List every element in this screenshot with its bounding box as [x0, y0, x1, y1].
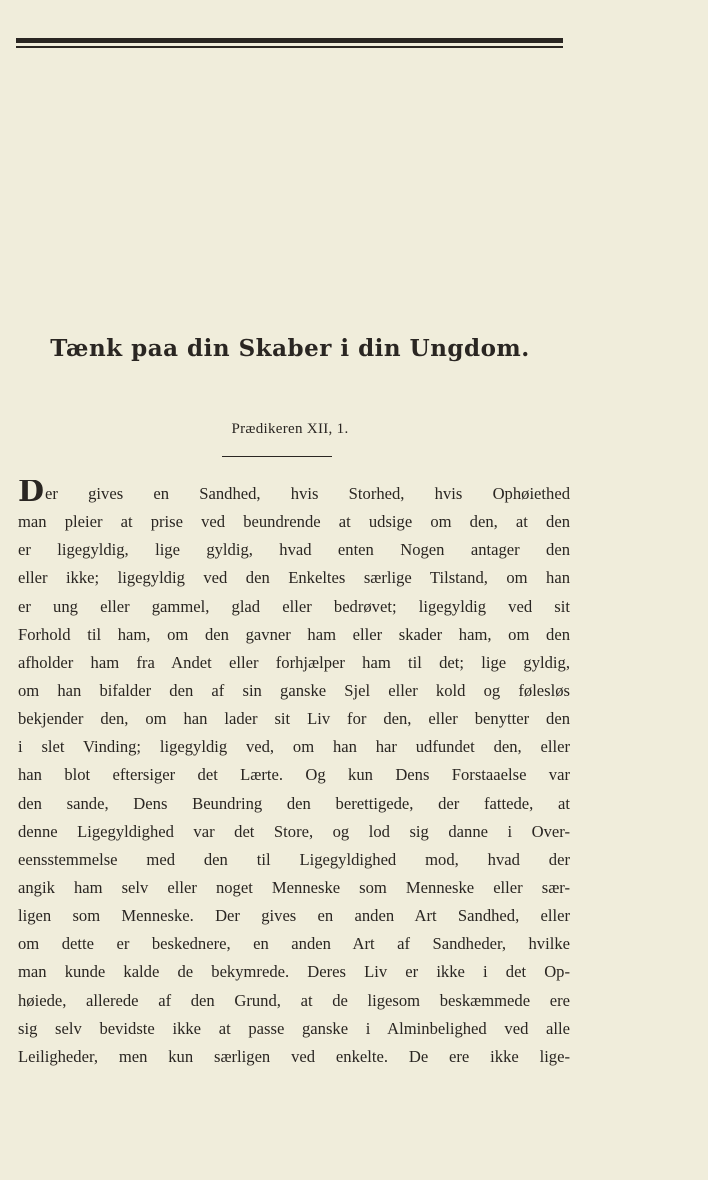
body-line: Forhold til ham, om den gavner ham eller skader ham, om den	[18, 624, 570, 644]
title-divider	[222, 456, 332, 457]
body-line: Leiligheder, men kun særligen ved enkelte. De ere ikke lige-	[18, 1046, 570, 1066]
body-line: eensstemmelse med den til Ligegyldighed mod, hvad der	[18, 849, 570, 869]
scripture-reference: Prædikeren XII, 1.	[231, 421, 349, 437]
body-line: den sande, Dens Beundring den berettigede, der fattede, at	[18, 793, 570, 813]
drop-cap: D	[18, 480, 45, 509]
body-line: i slet Vinding; ligegyldig ved, om han har udfundet den, eller	[18, 737, 570, 757]
body-line: om dette er beskednere, en anden Art af Sandheder, hvilke	[18, 934, 570, 954]
body-line: man pleier at prise ved beundrende at udsige om den, at den	[18, 512, 570, 532]
first-line-text: er gives en Sandhed, hvis Storhed, hvis Ophøiethed	[45, 484, 570, 503]
body-line: er ung eller gammel, glad eller bedrøvet; ligegyldig ved sit	[18, 596, 570, 616]
header-rule-thick	[16, 38, 563, 43]
body-line: afholder ham fra Andet eller forhjælper ham til det; lige gyldig,	[18, 652, 570, 672]
body-line: eller ikke; ligegyldig ved den Enkeltes særlige Tilstand, om han	[18, 568, 570, 588]
body-line: angik ham selv eller noget Menneske som Menneske eller sær-	[18, 877, 570, 897]
header-rule-thin	[16, 46, 563, 48]
body-line: sig selv bevidste ikke at passe ganske i Alminbelighed ved alle	[18, 1018, 570, 1038]
body-line: høiede, allerede af den Grund, at de ligesom beskæmmede ere	[18, 990, 570, 1010]
body-line: er ligegyldig, lige gyldig, hvad enten Nogen antager den	[18, 540, 570, 560]
body-line: om han bifalder den af sin ganske Sjel eller kold og følesløs	[18, 680, 570, 700]
body-text	[18, 480, 570, 1071]
body-line	[18, 480, 570, 508]
body-line: denne Ligegyldighed var det Store, og lod sig danne i Over-	[18, 821, 570, 841]
body-line: han blot eftersiger det Lærte. Og kun Dens Forstaaelse var	[18, 765, 570, 785]
body-line: bekjender den, om han lader sit Liv for den, eller benytter den	[18, 709, 570, 729]
chapter-title: Tænk paa din Skaber i din Ungdom.	[50, 335, 530, 362]
body-line: ligen som Menneske. Der gives en anden Art Sandhed, eller	[18, 906, 570, 926]
body-line: man kunde kalde de bekymrede. Deres Liv er ikke i det Op-	[18, 962, 570, 982]
